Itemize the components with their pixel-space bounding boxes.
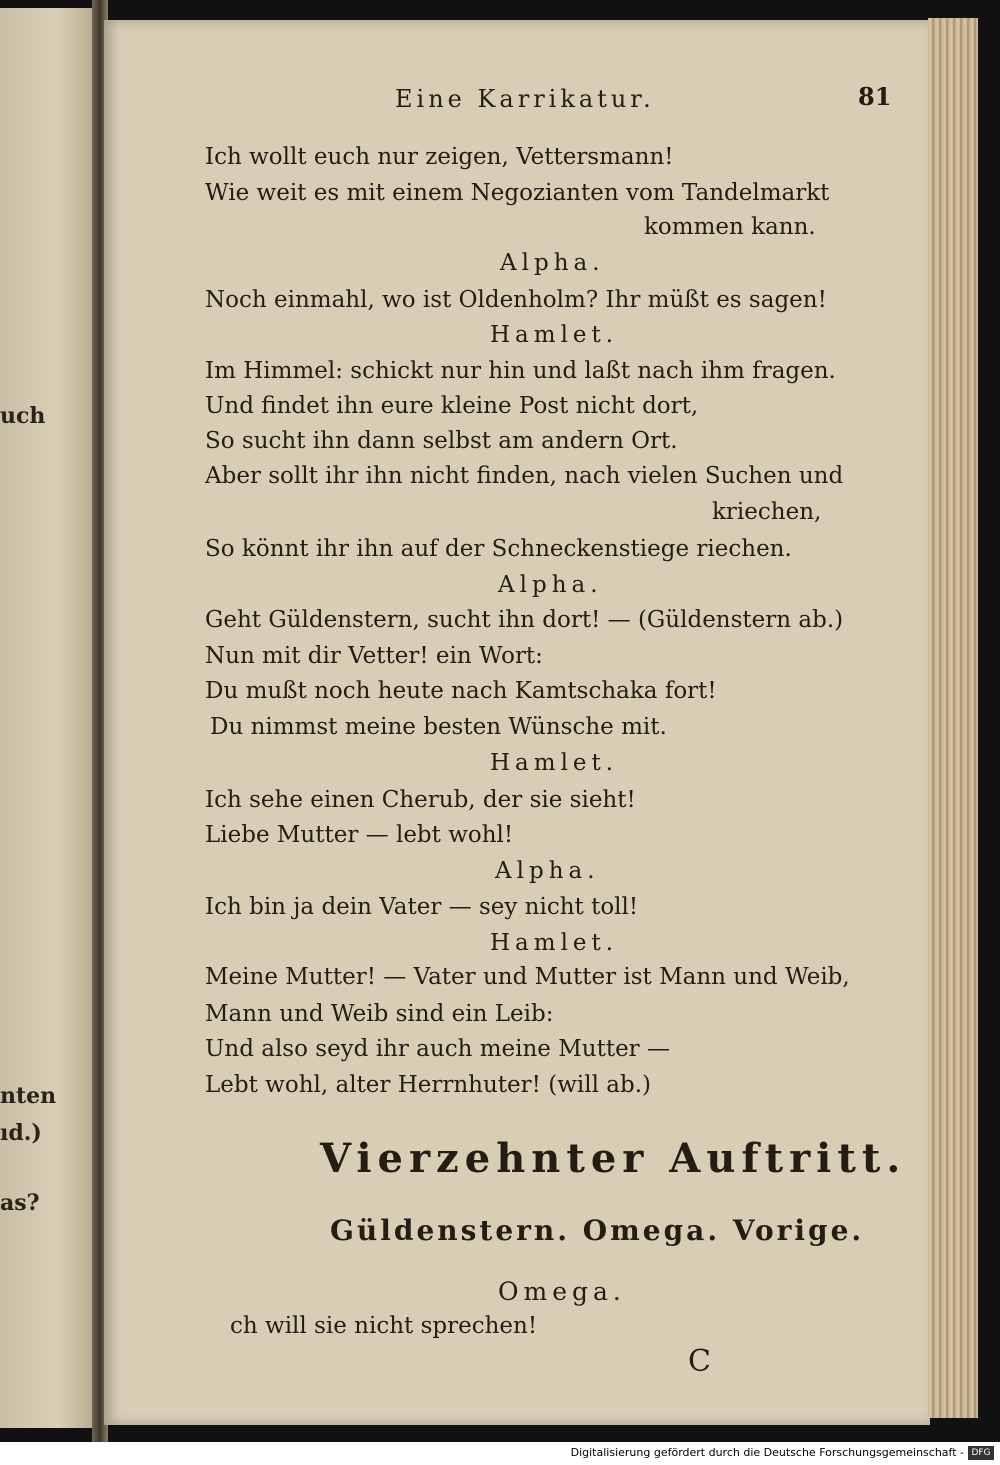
verse-line: Ich sehe einen Cherub, der sie sieht! [205,787,636,813]
speaker-name: Hamlet. [490,930,619,956]
speaker-name: Hamlet. [490,750,619,776]
verse-line: Ich bin ja dein Vater — sey nicht toll! [205,894,639,920]
verse-line: Wie weit es mit einem Negozianten vom Tandelmarkt [205,180,830,206]
verse-line: Nun mit dir Vetter! ein Wort: [205,643,543,669]
left-page-fragment: ıd.) [0,1120,42,1146]
verse-line: Du nimmst meine besten Wünsche mit. [210,714,667,740]
speaker-name: Alpha. [495,858,600,884]
left-page-fragment: nten [0,1083,57,1109]
verse-line: Noch einmahl, wo ist Oldenholm? Ihr müßt es sagen! [205,287,827,313]
verse-line: ch will sie nicht sprechen! [230,1313,538,1339]
verse-line: Und findet ihn eure kleine Post nicht dort, [205,393,699,419]
left-page-fragment: as? [0,1190,40,1216]
page-edges [928,18,978,1418]
scene-characters: Güldenstern. Omega. Vorige. [330,1214,865,1247]
funding-credit: Digitalisierung gefördert durch die Deutsche Forschungsgemeinschaft - [570,1446,964,1459]
speaker-name: Alpha. [500,250,605,276]
verse-line-continuation: kommen kann. [644,214,816,240]
verse-line: Du mußt noch heute nach Kamtschaka fort! [205,678,717,704]
speaker-name: Alpha. [498,572,603,598]
verse-line: Ich wollt euch nur zeigen, Vettersmann! [205,144,674,170]
verse-line: Aber sollt ihr ihn nicht finden, nach vielen Suchen und [205,463,844,489]
running-title: Eine Karrikatur. [395,85,655,113]
footer-bar [0,1442,1000,1465]
verse-line: So könnt ihr ihn auf der Schneckenstiege riechen. [205,536,792,562]
verse-line: So sucht ihn dann selbst am andern Ort. [205,428,678,454]
scene-heading: Vierzehnter Auftritt. [320,1135,907,1182]
speaker-name: Omega. [498,1277,626,1306]
dfg-logo: DFG [968,1446,994,1460]
verse-line: Mann und Weib sind ein Leib: [205,1001,554,1027]
left-page-fragment: uch [0,403,46,429]
verse-line: Meine Mutter! — Vater und Mutter ist Mann und Weib, [205,964,850,990]
verse-line-continuation: kriechen, [712,499,822,525]
verse-line: Liebe Mutter — lebt wohl! [205,822,514,848]
speaker-name: Hamlet. [490,322,619,348]
page-number: 81 [858,82,892,111]
verse-line: Geht Güldenstern, sucht ihn dort! — (Güldenstern ab.) [205,607,844,633]
verse-line: Im Himmel: schickt nur hin und laßt nach ihm fragen. [205,358,836,384]
verse-line: Lebt wohl, alter Herrnhuter! (will ab.) [205,1072,651,1098]
catchword: C [688,1344,711,1379]
left-page-edge [0,8,96,1428]
verse-line: Und also seyd ihr auch meine Mutter — [205,1036,670,1062]
